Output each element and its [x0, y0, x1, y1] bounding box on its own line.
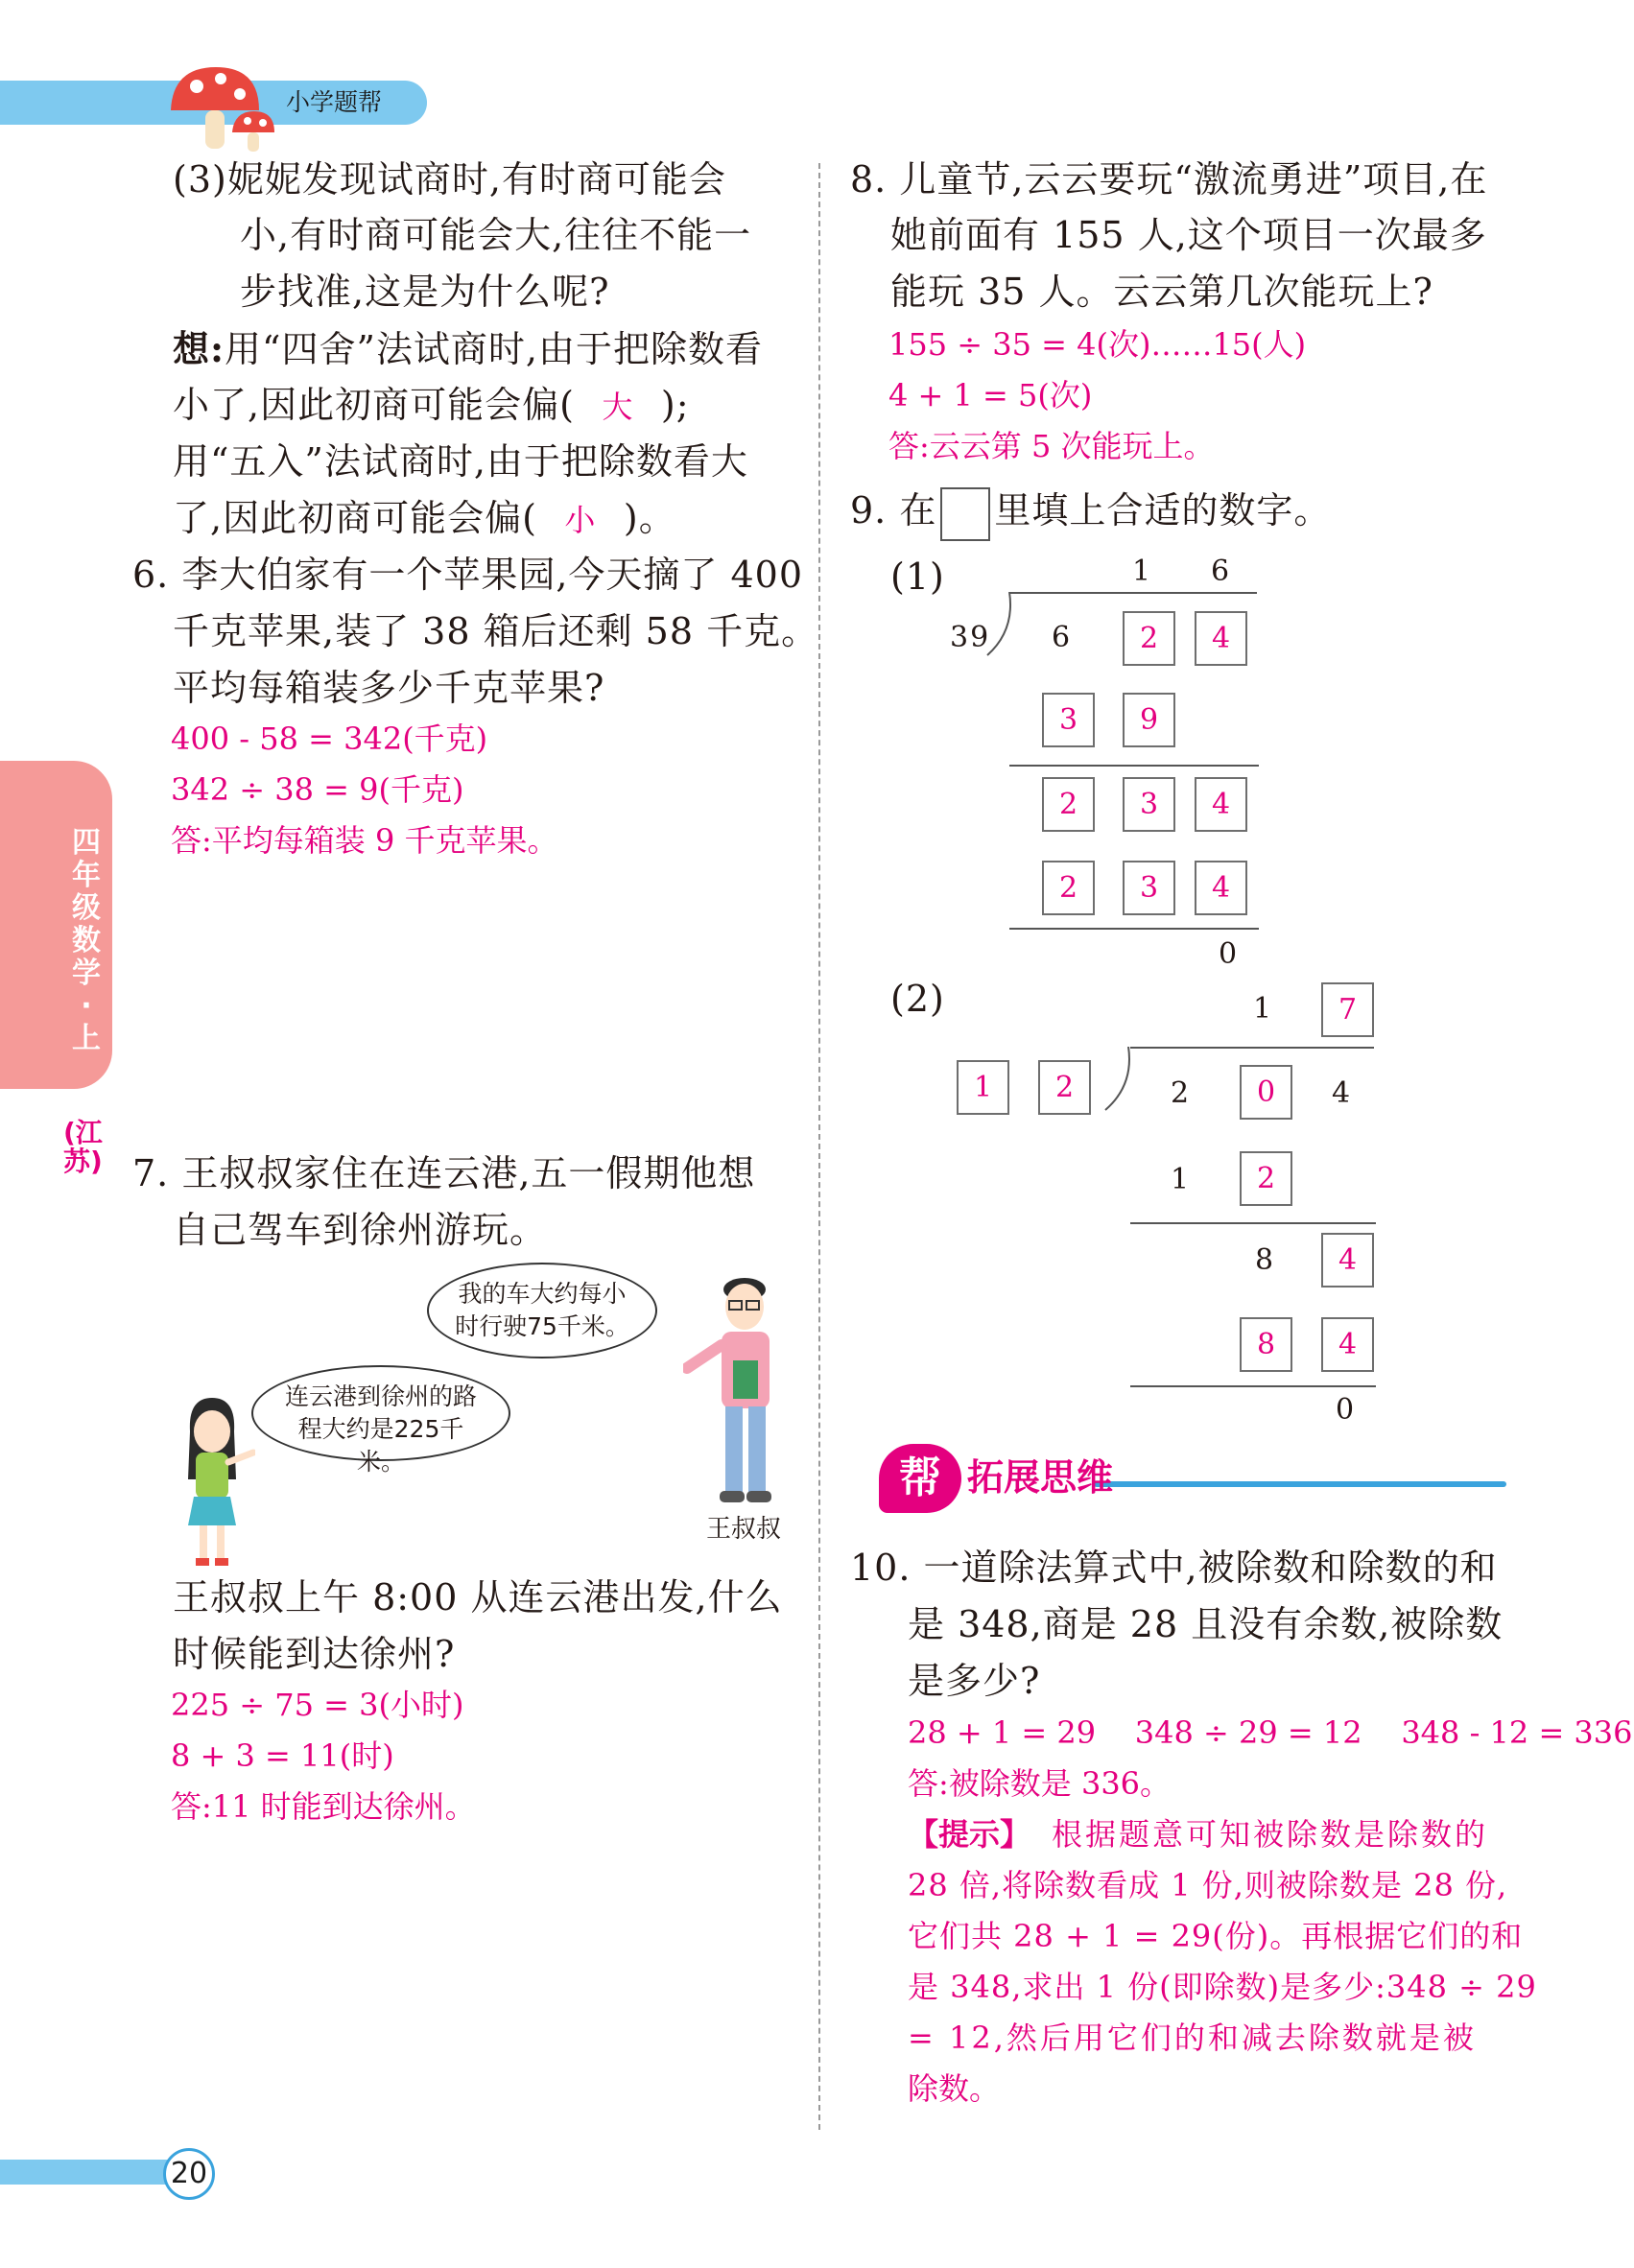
p1-quotient-1: 1 — [1132, 555, 1151, 588]
q6-line3: 平均每箱装多少千克苹果? — [173, 667, 605, 709]
q6-line2: 千克苹果,装了 38 箱后还剩 58 千克。 — [173, 610, 819, 652]
p2-remainder: 0 — [1336, 1393, 1355, 1427]
p1-step2-box-3[interactable]: 4 — [1195, 777, 1247, 832]
p1-step2-box-2[interactable]: 3 — [1123, 777, 1175, 832]
p2-divisor-box-1[interactable]: 1 — [957, 1060, 1009, 1115]
q8-answer-3: 答:云云第 5 次能玩上。 — [888, 428, 1215, 464]
p2-dividend-a: 2 — [1171, 1076, 1190, 1110]
blank-answer-1: 大 — [602, 389, 634, 425]
side-tab-grade: 四年级数学·上 — [72, 826, 101, 1055]
q8-line3: 能玩 35 人。云云第几次能玩上? — [890, 271, 1433, 313]
p1-step1-box-1[interactable]: 3 — [1042, 693, 1095, 747]
p2-division-bar — [1130, 1047, 1374, 1049]
q5-3-line1: (3)妮妮发现试商时,有时商可能会 — [173, 158, 726, 201]
think-label: 想: — [173, 327, 225, 370]
q10-hint-line5: = 12,然后用它们的和减去除数就是被 — [908, 2020, 1477, 2056]
p1-step3-box-2[interactable]: 3 — [1123, 861, 1175, 915]
p1-dividend-box-1[interactable]: 2 — [1123, 611, 1175, 666]
mushroom-icon — [163, 58, 278, 154]
page-number: 20 — [163, 2148, 215, 2200]
p2-step2-given: 8 — [1255, 1243, 1274, 1277]
q6-line1: 6. 李大伯家有一个苹果园,今天摘了 400 — [132, 554, 804, 596]
q6-answer-2: 342 ÷ 38 = 9(千克) — [171, 771, 464, 808]
section-badge: 帮 — [879, 1444, 961, 1513]
p1-dividend-box-2[interactable]: 4 — [1195, 611, 1247, 666]
p2-step2-box[interactable]: 4 — [1321, 1233, 1374, 1288]
p1-line-2 — [1009, 928, 1259, 930]
q9-prefix: 9. 在 — [850, 489, 937, 532]
q8-answer-2: 4 + 1 = 5(次) — [888, 377, 1093, 413]
q7-line1: 7. 王叔叔家住在连云港,五一假期他想 — [132, 1152, 756, 1194]
side-tab-region: (江苏) — [63, 1117, 103, 1177]
q5-3-think-line1 — [173, 320, 763, 378]
uncle-label: 王叔叔 — [706, 1515, 782, 1544]
q5-3-line2: 小,有时商可能会大,往往不能一 — [240, 214, 752, 256]
q10-hint-line3: 它们共 28 + 1 = 29(份)。再根据它们的和 — [908, 1918, 1524, 1954]
p1-divisor: 39 — [950, 621, 991, 654]
q7-line2: 自己驾车到徐州游玩。 — [173, 1209, 548, 1251]
p2-division-bracket — [1101, 1047, 1134, 1114]
q7-question-line1: 王叔叔上午 8:00 从连云港出发,什么 — [173, 1576, 783, 1618]
header-title: 小学题帮 — [286, 88, 383, 116]
q7-answer-1: 225 ÷ 75 = 3(小时) — [171, 1687, 464, 1723]
p2-step1-given: 1 — [1171, 1163, 1190, 1196]
p1-step3-box-3[interactable]: 4 — [1195, 861, 1247, 915]
q10-line1: 10. 一道除法算式中,被除数和除数的和 — [850, 1547, 1498, 1589]
q8-line2: 她前面有 155 人,这个项目一次最多 — [890, 214, 1487, 256]
q9-part1-label: (1) — [890, 555, 945, 598]
uncle-speech-bubble: 我的车大约每小时行驶75千米。 — [427, 1263, 657, 1358]
p1-division-bar — [1009, 592, 1257, 594]
p1-line-1 — [1009, 765, 1259, 767]
think-text-2b: ); — [660, 384, 690, 426]
p2-line-2 — [1130, 1385, 1376, 1387]
p1-quotient-2: 6 — [1211, 555, 1230, 588]
section-title: 拓展思维 — [967, 1456, 1114, 1499]
p1-remainder: 0 — [1219, 937, 1238, 971]
q9-part2-label: (2) — [890, 978, 945, 1020]
p2-dividend-c: 4 — [1332, 1076, 1351, 1110]
q8-line1: 8. 儿童节,云云要玩“激流勇进”项目,在 — [850, 158, 1488, 201]
p1-step2-box-1[interactable]: 2 — [1042, 777, 1095, 832]
uncle-illustration — [683, 1264, 798, 1514]
q7-answer-2: 8 + 3 = 11(时) — [171, 1737, 394, 1774]
hint-text-1: 根据题意可知被除数是除数的 — [1052, 1816, 1489, 1853]
q8-answer-1: 155 ÷ 35 = 4(次)……15(人) — [888, 326, 1307, 363]
p1-step1-box-2[interactable]: 9 — [1123, 693, 1175, 747]
q7-answer-3: 答:11 时能到达徐州。 — [171, 1788, 476, 1825]
column-divider — [818, 163, 820, 2130]
think-text-4b: )。 — [623, 497, 676, 539]
think-text-4a: 了,因此初商可能会偏( — [173, 497, 537, 539]
girl-speech-bubble: 连云港到徐州的路程大约是225千米。 — [251, 1365, 510, 1461]
q10-line2: 是 348,商是 28 且没有余数,被除数 — [908, 1603, 1504, 1645]
q10-line3: 是多少? — [908, 1660, 1041, 1702]
q10-hint-line1 — [908, 1808, 1488, 1860]
q10-answer-line: 28 + 1 = 29 348 ÷ 29 = 12 348 - 12 = 336 — [908, 1714, 1633, 1751]
p2-quotient-given: 1 — [1253, 992, 1272, 1026]
q9-suffix: 里填上合适的数字。 — [994, 489, 1332, 532]
p1-step3-box-1[interactable]: 2 — [1042, 861, 1095, 915]
p2-dividend-box[interactable]: 0 — [1240, 1065, 1292, 1120]
p2-step3-box-1[interactable]: 8 — [1240, 1317, 1292, 1372]
q9-box-symbol — [940, 487, 990, 541]
p2-step1-box[interactable]: 2 — [1240, 1151, 1292, 1206]
girl-illustration — [169, 1393, 255, 1571]
q6-answer-3: 答:平均每箱装 9 千克苹果。 — [171, 822, 558, 859]
page-number-bar — [0, 2160, 178, 2185]
hint-label: 【提示】 — [908, 1816, 1031, 1853]
q10-hint-line4: 是 348,求出 1 份(即除数)是多少:348 ÷ 29 — [908, 1969, 1537, 2005]
p2-divisor-box-2[interactable]: 2 — [1038, 1060, 1091, 1115]
q9-prompt — [850, 482, 1331, 541]
p2-step3-box-2[interactable]: 4 — [1321, 1317, 1374, 1372]
section-banner-line — [1094, 1481, 1506, 1487]
q6-answer-1: 400 - 58 = 342(千克) — [171, 721, 488, 757]
p2-quotient-box[interactable]: 7 — [1321, 982, 1374, 1037]
q5-3-think-line4 — [173, 490, 676, 549]
blank-answer-2: 小 — [564, 502, 597, 538]
q5-3-line3: 步找准,这是为什么呢? — [240, 271, 610, 313]
think-text-1: 用“四舍”法试商时,由于把除数看 — [225, 328, 763, 370]
q10-answer-final: 答:被除数是 336。 — [908, 1765, 1172, 1802]
p2-line-1 — [1130, 1222, 1376, 1224]
p1-dividend-given: 6 — [1052, 621, 1071, 654]
q5-3-think-line3: 用“五入”法试商时,由于把除数看大 — [173, 440, 748, 483]
q10-hint-line6: 除数。 — [908, 2070, 1001, 2107]
think-text-2a: 小了,因此初商可能会偏( — [173, 384, 575, 426]
q10-hint-line2: 28 倍,将除数看成 1 份,则被除数是 28 份, — [908, 1867, 1508, 1903]
q7-question-line2: 时候能到达徐州? — [173, 1633, 456, 1675]
q5-3-think-line2 — [173, 377, 690, 436]
